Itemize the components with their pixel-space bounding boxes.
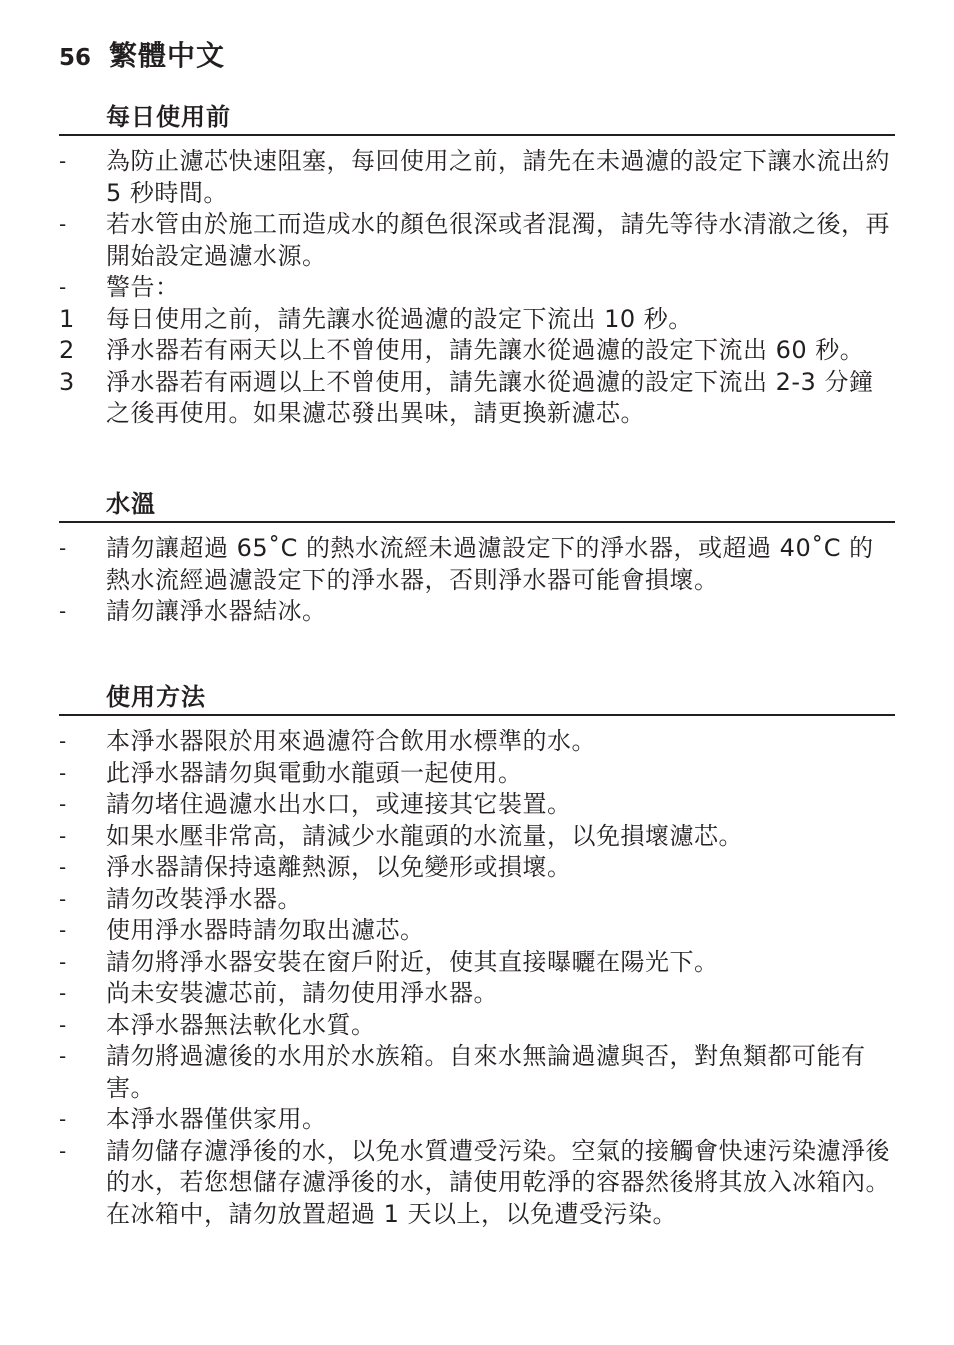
list-item-text: 淨水器請保持遠離熱源，以免變形或損壞。 [106, 853, 572, 881]
list-marker: - [59, 823, 67, 848]
list-item-text: 警告： [106, 273, 180, 301]
page-number: 56 [59, 45, 92, 71]
list-item-text: 為防止濾芯快速阻塞，每回使用之前，請先在未過濾的設定下讓水流出約 5 秒時間。 [106, 147, 890, 207]
usage-method-list [59, 726, 895, 1230]
list-item-text: 請勿堵住過濾水出水口，或連接其它裝置。 [106, 790, 572, 818]
list-marker: 1 [59, 304, 75, 333]
list-marker: 2 [59, 336, 75, 364]
list-item [59, 758, 895, 790]
list-item [59, 1104, 895, 1136]
list-item [59, 947, 895, 979]
list-item-text: 請勿將淨水器安裝在窗戶附近，使其直接曝曬在陽光下。 [106, 947, 719, 976]
list-item [59, 209, 895, 272]
list-item [59, 304, 895, 336]
water-temperature-list [59, 533, 895, 628]
list-marker: - [59, 981, 67, 1005]
list-item [59, 1010, 895, 1042]
list-marker: - [59, 949, 67, 974]
list-marker: - [59, 1044, 67, 1068]
list-marker: - [59, 1138, 67, 1163]
list-marker: - [59, 1107, 67, 1131]
list-item-text: 請勿讓超過 65˚C 的熱水流經未過濾設定下的淨水器，或超過 40˚C 的熱水流經過濾設定下的淨水器，否則淨水器可能會損壞。 [106, 534, 874, 594]
list-item-text: 如果水壓非常高，請減少水龍頭的水流量，以免損壞濾芯。 [106, 821, 743, 850]
list-item-text: 淨水器若有兩週以上不曾使用，請先讓水從過濾的設定下流出 2-3 分鐘之後再使用。如果濾芯發出異味，請更換新濾芯。 [106, 367, 874, 427]
list-marker: - [59, 792, 67, 816]
list-item [59, 884, 895, 916]
list-marker: - [59, 275, 67, 299]
list-marker: - [59, 886, 67, 911]
list-item [59, 978, 895, 1010]
section-title: 每日使用前 [59, 100, 895, 136]
list-item-text: 使用淨水器時請勿取出濾芯。 [106, 916, 425, 944]
list-item [59, 1136, 895, 1231]
list-item-text: 淨水器若有兩天以上不曾使用，請先讓水從過濾的設定下流出 60 秒。 [106, 336, 865, 364]
list-marker: - [59, 536, 67, 560]
list-marker: - [59, 149, 67, 173]
list-item-text: 請勿儲存濾淨後的水，以免水質遭受污染。空氣的接觸會快速污染濾淨後的水，若您想儲存濾淨後的水，請使用乾淨的容器然後將其放入冰箱內。在冰箱中，請勿放置超過 1 天以上，以免遭受污染。 [106, 1136, 890, 1228]
list-item [59, 852, 895, 884]
list-item [59, 335, 895, 367]
list-item-text: 若水管由於施工而造成水的顏色很深或者混濁，請先等待水清澈之後，再開始設定過濾水源。 [106, 210, 890, 270]
list-item [59, 596, 895, 628]
section-title: 使用方法 [59, 680, 895, 716]
section-title: 水溫 [59, 487, 895, 523]
list-item-text: 本淨水器僅供家用。 [106, 1105, 327, 1133]
list-item [59, 533, 895, 596]
list-item-text: 請勿將過濾後的水用於水族箱。自來水無論過濾與否，對魚類都可能有害。 [106, 1042, 866, 1102]
list-item-text: 本淨水器限於用來過濾符合飲用水標準的水。 [106, 727, 596, 755]
section-usage-method [59, 680, 895, 1230]
list-item [59, 821, 895, 853]
list-marker: - [59, 599, 67, 623]
list-item-text: 每日使用之前，請先讓水從過濾的設定下流出 10 秒。 [106, 304, 693, 333]
list-marker: - [59, 729, 67, 753]
page-language-title: 繁體中文 [109, 39, 226, 72]
list-item [59, 367, 895, 430]
list-marker: 3 [59, 367, 75, 396]
page-header [59, 34, 225, 74]
list-item [59, 789, 895, 821]
list-item [59, 272, 895, 304]
list-marker: - [59, 918, 67, 942]
list-item-text: 請勿改裝淨水器。 [106, 884, 302, 913]
list-item-text: 尚未安裝濾芯前，請勿使用淨水器。 [106, 979, 498, 1007]
daily-use-list [59, 146, 895, 430]
list-item-text: 此淨水器請勿與電動水龍頭一起使用。 [106, 758, 523, 787]
section-water-temperature [59, 487, 895, 628]
list-item-text: 本淨水器無法軟化水質。 [106, 1010, 376, 1039]
list-marker: - [59, 760, 67, 785]
list-item [59, 915, 895, 947]
list-item-text: 請勿讓淨水器結冰。 [106, 597, 327, 625]
list-item [59, 726, 895, 758]
list-item [59, 146, 895, 209]
list-marker: - [59, 212, 67, 236]
section-daily-use [59, 100, 895, 430]
list-item [59, 1041, 895, 1104]
list-marker: - [59, 855, 67, 879]
list-marker: - [59, 1012, 67, 1037]
